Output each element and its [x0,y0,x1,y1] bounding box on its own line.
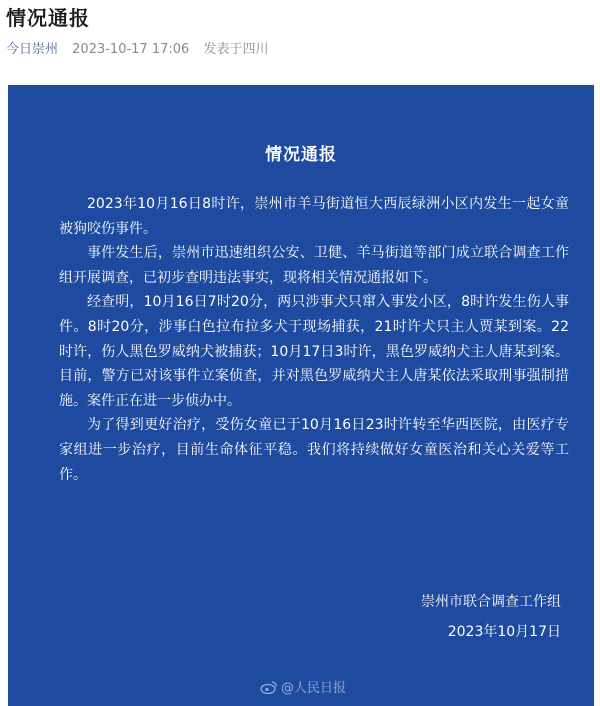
notice-heading: 情况通报 [265,145,337,165]
watermark-text: @人民日报 [281,681,347,696]
notice-paragraph: 为了得到更好治疗，受伤女童已于10月16日23时许转至华西医院，由医疗专家组进一步治疗，目前生命体征平稳。我们将持续做好女童医治和关心关爱等工作。 [59,417,569,483]
signature-org: 崇州市联合调查工作组 [421,594,561,610]
notice-image [8,85,594,706]
account-name-link[interactable]: 今日崇州 [6,42,59,57]
notice-body [59,192,569,487]
article-title: 情况通报 [6,6,90,30]
watermark [260,677,346,696]
notice-paragraph: 经查明，10月16日7时20分，两只涉事犬只窜入事发小区，8时许发生伤人事件。8时20分，涉事白色拉布拉多犬于现场捕获，21时许犬只主人贾某到案。22时许，伤人黑色罗威纳犬被捕获；10月17日3时许，黑色罗威纳犬主人唐某到案。目前，警方已对该事件立案侦查，并对黑色罗威纳犬主人唐某依法采取刑事强制措施。案件正在进一步侦办中。 [59,294,569,409]
notice-signature [421,587,561,647]
notice-paragraph: 事件发生后，崇州市迅速组织公安、卫健、羊马街道等部门成立联合调查工作组开展调查，已初步查明违法事实，现将相关情况通报如下。 [59,245,569,286]
notice-paragraph: 2023年10月16日8时许，崇州市羊马街道恒大西辰绿洲小区内发生一起女童被狗咬伤事件。 [59,196,569,237]
signature-date: 2023年10月17日 [447,624,561,640]
publish-timestamp: 2023-10-17 17:06 [72,42,190,57]
article-meta [6,38,268,57]
weibo-icon [260,680,278,694]
publish-location: 发表于四川 [203,42,269,57]
